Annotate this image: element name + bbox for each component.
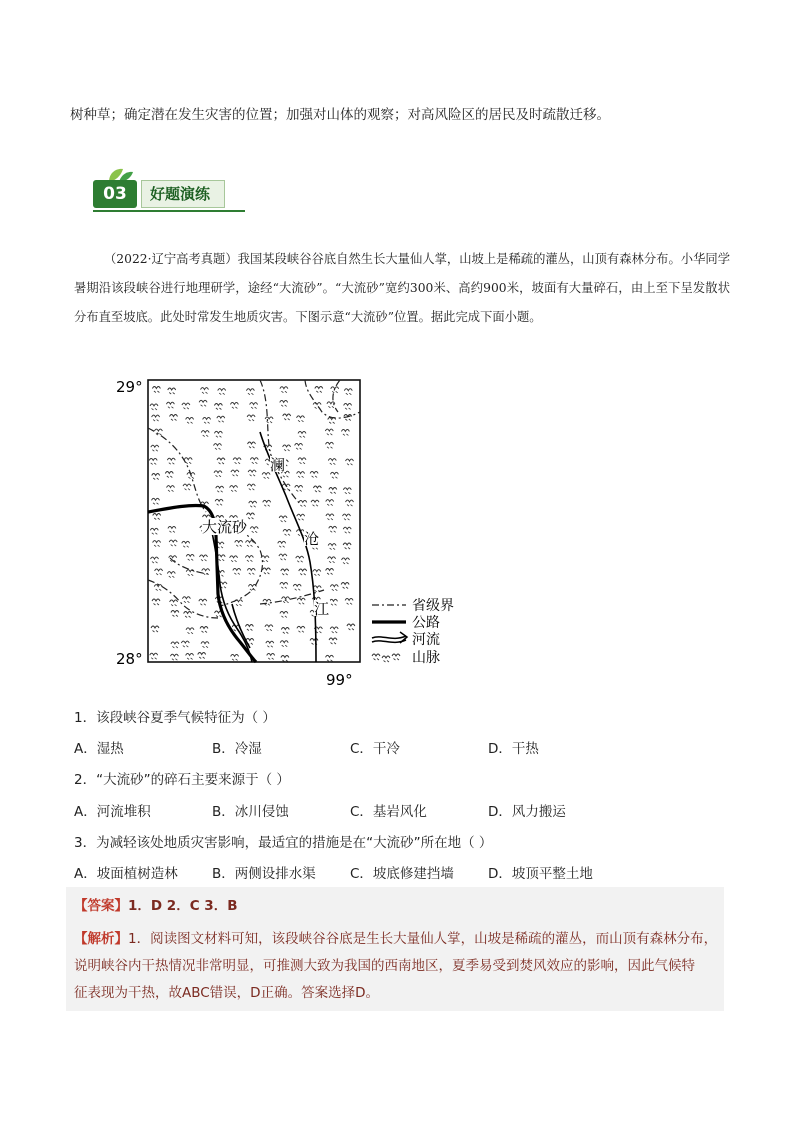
daliusha-label: 大流砂 xyxy=(202,518,248,536)
mountain-symbol xyxy=(325,429,333,435)
answer-tag: 【答案】 xyxy=(74,898,128,914)
mountain-symbol xyxy=(153,514,161,520)
mountain-symbol xyxy=(186,653,194,659)
mountain-symbol xyxy=(167,486,175,492)
mountain-symbol xyxy=(299,569,307,575)
mountain-symbol xyxy=(295,443,303,449)
mountain-symbol xyxy=(214,404,222,410)
q3-option-c[interactable]: C．坡底修建挡墙 xyxy=(350,866,454,882)
mountain-symbol xyxy=(154,585,162,591)
mountain-symbol xyxy=(311,500,319,506)
mountain-symbol xyxy=(233,568,241,574)
mountain-symbol xyxy=(249,501,257,507)
mountain-symbol xyxy=(150,528,158,534)
mountain-symbol xyxy=(247,513,255,519)
mountain-symbol xyxy=(343,514,351,520)
mountain-symbol xyxy=(266,641,274,647)
mountain-symbol xyxy=(279,554,287,560)
mountain-symbol xyxy=(235,540,243,546)
mountain-symbol xyxy=(214,431,222,437)
mountain-symbol xyxy=(201,388,209,394)
mountain-symbol xyxy=(262,568,270,574)
section-header xyxy=(93,168,253,212)
mountain-symbol xyxy=(262,473,270,479)
q2-option-c[interactable]: C．基岩风化 xyxy=(350,804,427,820)
mountain-symbol xyxy=(328,459,336,465)
explanation-tag: 【解析】 xyxy=(74,931,128,947)
river-name-char-1: 澜 xyxy=(270,456,286,474)
mountain-symbol xyxy=(279,516,287,522)
mountain-symbol xyxy=(248,470,256,476)
mountain-symbol xyxy=(171,642,179,648)
mountain-symbol xyxy=(310,639,318,645)
mountain-symbol xyxy=(231,470,239,476)
mountain-symbol xyxy=(246,389,254,395)
question-3-options xyxy=(74,862,626,882)
mountain-symbol xyxy=(167,458,175,464)
mountain-symbol xyxy=(152,474,160,480)
mountain-symbol xyxy=(202,569,210,575)
answer-text: 1．D 2．C 3．B xyxy=(128,898,238,914)
explanation-line-2 xyxy=(74,954,695,974)
mountain-symbol xyxy=(263,599,271,605)
q1-option-b[interactable]: B．冷湿 xyxy=(212,741,262,757)
mountain-symbol xyxy=(181,641,189,647)
mountain-symbol xyxy=(214,444,222,450)
mountain-symbol xyxy=(298,458,306,464)
latitude-bottom-label: 28° xyxy=(116,650,143,668)
mountain-symbol xyxy=(283,414,291,420)
mountain-symbol xyxy=(265,625,273,631)
mountain-symbol xyxy=(182,403,190,409)
mountain-symbol xyxy=(184,458,192,464)
legend-label-river: 河流 xyxy=(412,632,440,648)
mountain-symbol xyxy=(152,599,160,605)
q1-option-c[interactable]: C．干冷 xyxy=(350,741,400,757)
river-name-char-3: 江 xyxy=(314,600,330,618)
mountain-symbol xyxy=(278,541,286,547)
map-legend xyxy=(372,597,454,666)
mountain-symbol xyxy=(344,389,352,395)
mountain-symbol xyxy=(342,558,350,564)
mountain-symbol xyxy=(280,641,288,647)
mountain-symbol xyxy=(283,529,291,535)
mountain-symbol xyxy=(248,442,256,448)
mountain-symbol xyxy=(313,570,321,576)
mountain-symbol xyxy=(343,488,351,494)
answer-box xyxy=(66,887,724,1011)
mountain-symbol xyxy=(247,568,255,574)
river-name-char-2: 沧 xyxy=(304,530,320,548)
mountain-symbol xyxy=(152,498,160,504)
mountain-symbol xyxy=(329,526,337,532)
mountain-symbol xyxy=(326,514,334,520)
intro-text: 树种草；确定潜在发生灾害的位置；加强对山体的观察；对高风险区的居民及时疏散迁移。 xyxy=(70,107,610,123)
q3-option-a[interactable]: A．坡面植树造林 xyxy=(74,866,178,882)
mountain-symbol xyxy=(230,486,238,492)
answer-line xyxy=(74,894,237,914)
mountain-symbol xyxy=(168,388,176,394)
mountain-symbol xyxy=(150,653,158,659)
explanation-text-1: 1．阅读图文材料可知，该段峡谷谷底是生长大量仙人掌，山坡是稀疏的灌丛，而山顶有森林分布， xyxy=(128,931,718,947)
mountain-symbol xyxy=(245,556,253,562)
mountain-symbol xyxy=(315,387,323,393)
explanation-text-2: 说明峡谷内干热情况非常明显，可推测大致为我国的西南地区，夏季易受到焚风效应的影响，因此气候特 xyxy=(74,958,695,974)
mountain-symbol xyxy=(280,400,288,406)
longitude-label: 99° xyxy=(326,671,353,689)
question-2-stem: 2．“大流砂”的碎石主要来源于（ ） xyxy=(74,772,290,788)
mountain-symbol xyxy=(341,583,349,589)
mountain-symbol xyxy=(151,626,159,632)
mountain-symbol xyxy=(214,471,222,477)
mountain-symbol xyxy=(298,431,306,437)
mountain-symbol xyxy=(246,541,254,547)
mountain-symbol xyxy=(296,556,304,562)
mountain-symbol xyxy=(169,540,177,546)
mountain-symbol xyxy=(217,416,225,422)
mountain-symbol xyxy=(200,627,208,633)
mountain-symbol xyxy=(198,653,206,659)
mountain-symbol xyxy=(313,403,321,409)
section-title: 好题演练 xyxy=(141,180,225,208)
mountain-symbol xyxy=(155,569,163,575)
mountain-symbol xyxy=(171,611,179,617)
mountain-symbol xyxy=(217,458,225,464)
mountain-symbol xyxy=(281,628,289,634)
mountain-symbol xyxy=(168,526,176,532)
mountain-symbol xyxy=(326,569,334,575)
mountain-symbol xyxy=(167,572,175,578)
mountain-symbol xyxy=(344,403,352,409)
legend-label-boundary: 省级界 xyxy=(412,598,454,614)
mountain-symbol xyxy=(295,485,303,491)
mountain-symbol xyxy=(346,459,354,465)
mountain-symbol xyxy=(215,499,223,505)
q2-option-a[interactable]: A．河流堆积 xyxy=(74,804,151,820)
mountain-symbol xyxy=(149,458,157,464)
mountain-symbol xyxy=(151,445,159,451)
mountain-symbol xyxy=(247,484,255,490)
explanation-line-3 xyxy=(74,981,379,1001)
mountain-symbol xyxy=(203,417,211,423)
mountain-symbol xyxy=(263,500,271,506)
mountain-symbol xyxy=(280,611,288,617)
section-underline xyxy=(93,210,245,212)
mountain-symbol xyxy=(182,597,190,603)
legend-label-road: 公路 xyxy=(412,615,440,631)
mountain-symbol xyxy=(330,599,338,605)
mountain-symbol xyxy=(247,415,255,421)
mountain-symbol xyxy=(186,417,194,423)
mountain-symbol xyxy=(283,445,291,451)
question-3-stem: 3．为减轻该处地质灾害影响，最适宜的措施是在“大流砂”所在地（ ） xyxy=(74,835,493,851)
mountain-symbol xyxy=(201,431,209,437)
mountain-symbol xyxy=(186,628,194,634)
mountain-symbol xyxy=(230,556,238,562)
mountain-symbol xyxy=(267,653,275,659)
explanation-line-1 xyxy=(74,927,717,947)
mountain-symbol xyxy=(199,400,207,406)
mountain-symbol xyxy=(250,527,258,533)
question-1-options xyxy=(74,737,626,757)
question-2-options xyxy=(74,800,626,820)
question-1-stem: 1．该段峡谷夏季气候特征为（ ） xyxy=(74,710,276,726)
mountain-symbol xyxy=(329,638,337,644)
mountain-symbol xyxy=(170,654,178,660)
mountain-symbol xyxy=(326,442,334,448)
mountain-symbol xyxy=(343,543,351,549)
mountain-symbol xyxy=(186,554,194,560)
q1-option-d[interactable]: D．干热 xyxy=(488,741,539,757)
mountain-symbol xyxy=(341,429,349,435)
mountain-symbol xyxy=(170,415,178,421)
q3-option-d[interactable]: D．坡顶平整土地 xyxy=(488,866,593,882)
mountain-symbol xyxy=(297,472,305,478)
mountain-symbol xyxy=(170,600,178,606)
mountain-symbol xyxy=(154,429,162,435)
mountain-symbol xyxy=(313,486,321,492)
mountain-symbol xyxy=(216,486,224,492)
mountain-symbol xyxy=(328,557,336,563)
mountain-symbol xyxy=(265,417,273,423)
q1-option-a[interactable]: A．湿热 xyxy=(74,741,124,757)
legend-symbol-river xyxy=(372,632,407,643)
mountain-symbol xyxy=(250,403,258,409)
mountain-symbol xyxy=(330,627,338,633)
mountain-symbol xyxy=(250,458,258,464)
mountain-symbol xyxy=(345,598,353,604)
mountain-symbol xyxy=(201,642,209,648)
mountain-symbol xyxy=(281,656,289,662)
question-stem: （2022·辽宁高考真题）我国某段峡谷谷底自然生长大量仙人掌，山坡上是稀疏的灌丛，山顶有森林分布。小华同学暑期沿该段峡谷进行地理研学，途经“大流砂”。“大流砂”宽约300米、高约900米，坡面有大量碎石，由上至下呈发散状分布直至坡底。此处时常发生地质灾害。下图示意“大流砂”位置。据此完成下面小题。 xyxy=(74,252,730,324)
mountain-symbol xyxy=(343,527,351,533)
mountain-symbol xyxy=(183,484,191,490)
mountain-symbol xyxy=(151,557,159,563)
mountain-symbol xyxy=(330,585,338,591)
mountain-symbol xyxy=(184,612,192,618)
q2-option-d[interactable]: D．风力搬运 xyxy=(488,804,566,820)
mountain-symbol xyxy=(347,624,355,630)
latitude-top-label: 29° xyxy=(116,378,143,396)
mountain-symbol xyxy=(281,569,289,575)
mountain-symbol xyxy=(152,387,160,393)
mountain-symbol xyxy=(150,404,158,410)
mountain-symbol xyxy=(152,415,160,421)
canyon-map xyxy=(110,372,480,692)
mountain-symbol xyxy=(166,402,174,408)
q2-option-b[interactable]: B．冰川侵蚀 xyxy=(212,804,289,820)
mountain-symbol xyxy=(297,416,305,422)
mountain-pattern xyxy=(149,387,355,662)
mountain-symbol xyxy=(297,598,305,604)
mountain-symbol xyxy=(310,471,318,477)
q3-option-b[interactable]: B．两侧设排水渠 xyxy=(212,866,316,882)
mountain-symbol xyxy=(200,555,208,561)
explanation-text-3: 征表现为干热，故ABC错误，D正确。答案选择D。 xyxy=(74,985,379,1001)
mountain-symbol xyxy=(230,402,238,408)
section-number: 03 xyxy=(93,180,137,208)
mountain-symbol xyxy=(153,541,161,547)
mountain-symbol xyxy=(297,514,305,520)
mountain-symbol xyxy=(297,626,305,632)
mountain-symbol xyxy=(326,500,334,506)
mountain-symbol xyxy=(329,488,337,494)
mountain-symbol xyxy=(326,655,334,661)
mountain-symbol xyxy=(245,625,253,631)
mountain-symbol xyxy=(182,541,190,547)
mountain-symbol xyxy=(280,582,288,588)
mountain-symbol xyxy=(328,544,336,550)
map-frame xyxy=(148,380,360,662)
mountain-symbol xyxy=(233,458,241,464)
mountain-symbol xyxy=(218,389,226,395)
mountain-symbol xyxy=(293,584,301,590)
mountain-symbol xyxy=(231,654,239,660)
mountain-symbol xyxy=(199,599,207,605)
legend-label-mountain: 山脉 xyxy=(412,650,440,666)
mountain-symbol xyxy=(280,387,288,393)
legend-symbol-mountain xyxy=(372,654,400,662)
mountain-symbol xyxy=(299,500,307,506)
mountain-symbol xyxy=(330,472,338,478)
mountain-symbol xyxy=(165,472,173,478)
mountain-symbol xyxy=(346,500,354,506)
